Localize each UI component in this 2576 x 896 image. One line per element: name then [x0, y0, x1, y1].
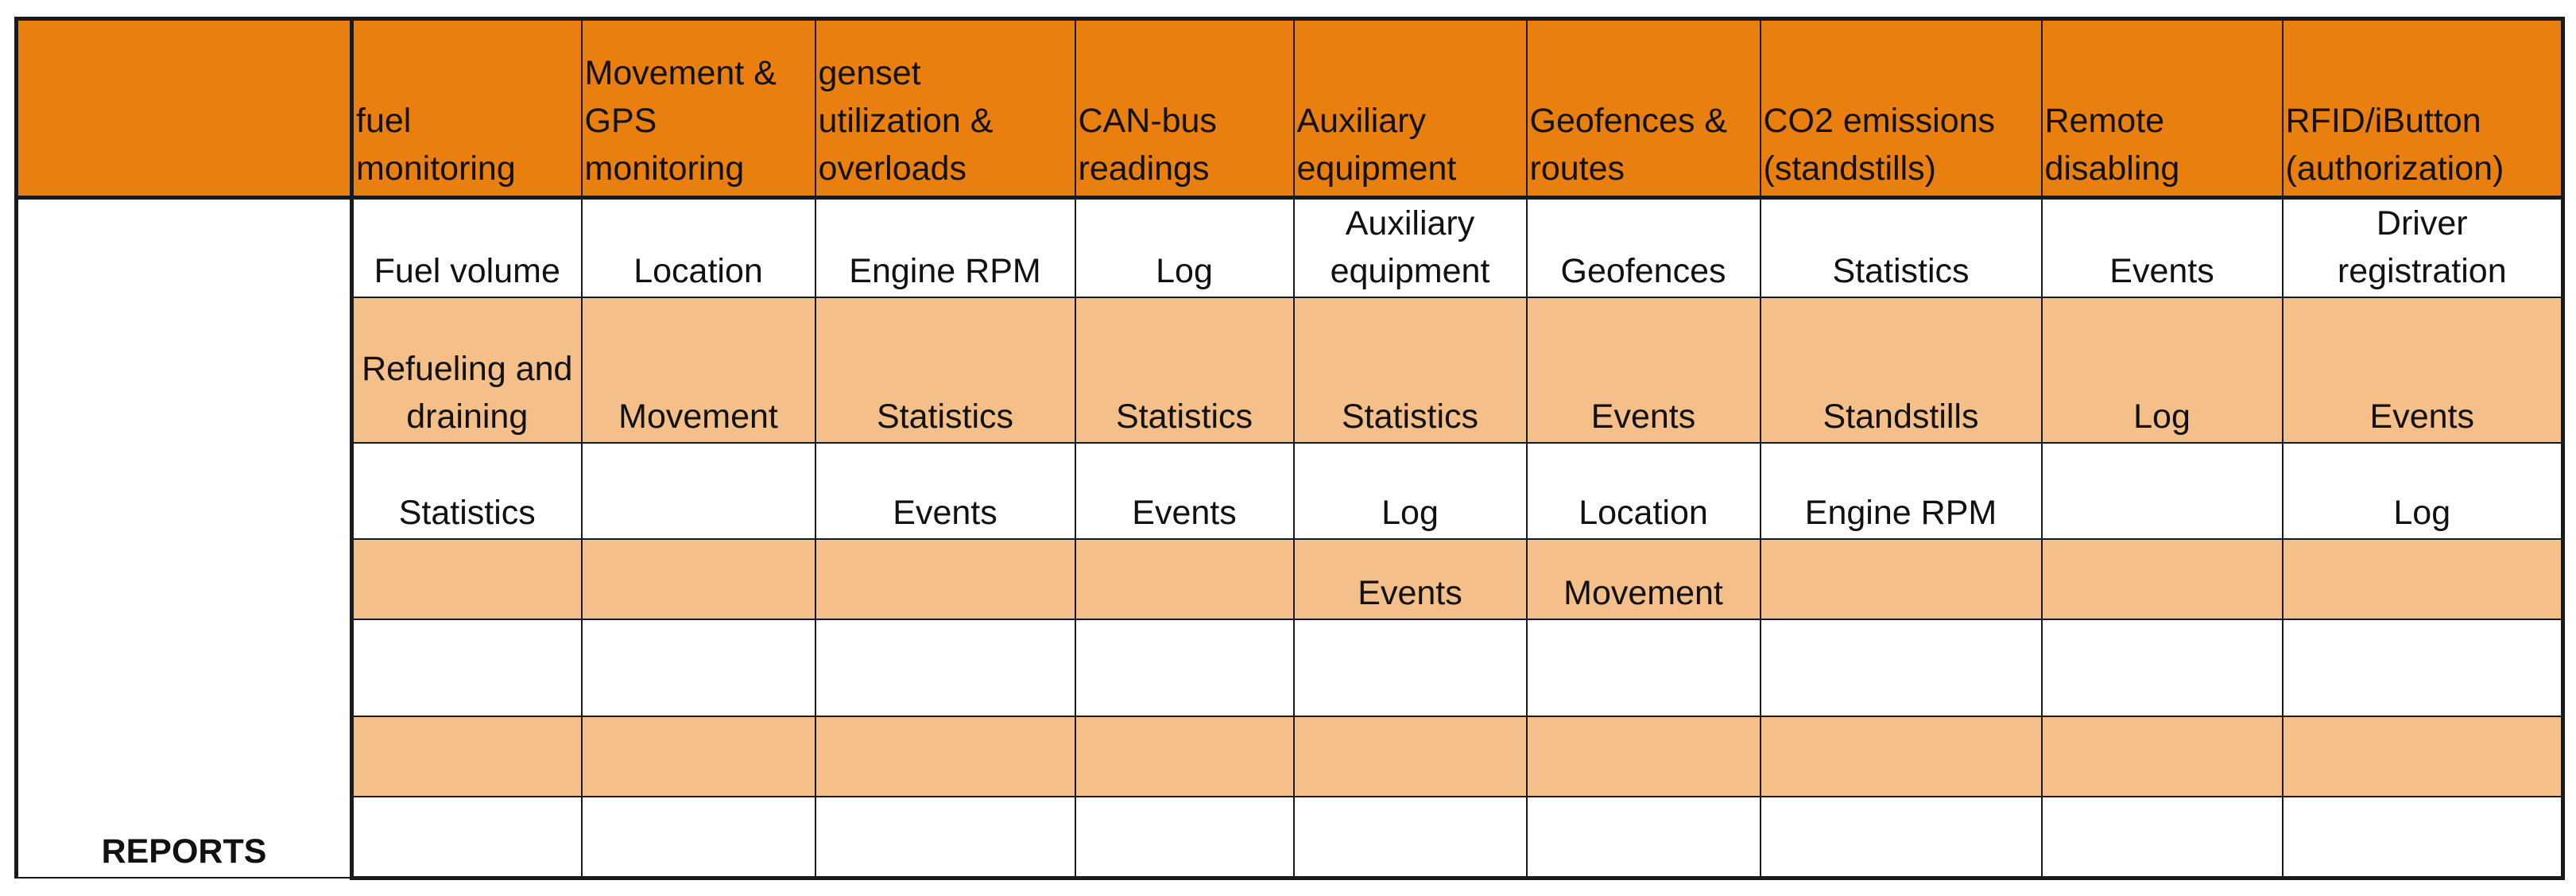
table-cell	[1075, 443, 1294, 539]
cell-text: Movement	[618, 398, 778, 436]
table-cell	[582, 797, 815, 878]
cell-text: registration	[2337, 252, 2507, 290]
table-cell	[1294, 716, 1527, 797]
table-cell	[582, 716, 815, 797]
table-cell	[815, 297, 1075, 443]
cell-text: Auxiliary	[1345, 204, 1475, 242]
table-cell	[2283, 619, 2563, 716]
cell-text: Statistics	[1341, 398, 1479, 436]
cell-text: Events	[2369, 398, 2474, 436]
column-header-line: GPS	[584, 102, 657, 140]
table-cell	[815, 443, 1075, 539]
table-cell	[1761, 716, 2042, 797]
table-cell	[815, 539, 1075, 619]
table-cell	[1294, 619, 1527, 716]
column-header-line: Geofences &	[1529, 102, 1728, 140]
table-cell	[2042, 539, 2283, 619]
table-cell	[2042, 198, 2283, 298]
cell-text: Log	[1381, 494, 1439, 532]
table-cell	[2042, 716, 2283, 797]
table-cell	[1761, 797, 2042, 878]
column-header-line: Remote	[2044, 102, 2165, 140]
column-header	[352, 19, 582, 198]
header-corner-cell	[17, 19, 352, 198]
column-header	[2283, 19, 2563, 198]
cell-text: Statistics	[876, 398, 1014, 436]
table-cell	[1761, 198, 2042, 298]
column-header-line: fuel	[356, 102, 412, 140]
column-header-line: RFID/iButton	[2285, 102, 2481, 140]
table-cell	[582, 443, 815, 539]
column-header-line: CO2 emissions	[1763, 102, 1996, 140]
cell-text: Location	[633, 252, 763, 290]
cell-text: equipment	[1330, 252, 1490, 290]
column-header-line: (authorization)	[2285, 149, 2504, 188]
table-cell	[352, 539, 582, 619]
table-cell	[582, 297, 815, 443]
column-header-line: Auxiliary	[1296, 102, 1426, 140]
table-cell	[2283, 443, 2563, 539]
reports-label: REPORTS	[17, 198, 352, 879]
column-header	[1527, 19, 1761, 198]
cell-text: draining	[406, 398, 529, 436]
table-cell	[1527, 797, 1761, 878]
table-cell	[1527, 443, 1761, 539]
cell-text: Fuel volume	[374, 252, 560, 290]
cell-text: Engine RPM	[849, 252, 1041, 290]
cell-text: Standstills	[1823, 398, 1979, 436]
table-cell	[1294, 797, 1527, 878]
cell-text: Statistics	[1832, 252, 1970, 290]
cell-text: Driver	[2376, 204, 2468, 242]
reports-table	[14, 17, 2565, 880]
table-cell	[815, 716, 1075, 797]
table-row	[17, 297, 2563, 443]
table-cell	[2283, 297, 2563, 443]
cell-text: Movement	[1563, 574, 1723, 612]
cell-text: Events	[1358, 574, 1462, 612]
column-header	[815, 19, 1075, 198]
table-cell	[2042, 443, 2283, 539]
table-cell	[1075, 198, 1294, 298]
column-header-line: monitoring	[356, 149, 516, 188]
table-cell	[582, 619, 815, 716]
column-header	[2042, 19, 2283, 198]
table-cell	[1294, 198, 1527, 298]
table-row	[17, 619, 2563, 716]
table-cell	[352, 297, 582, 443]
cell-text: Events	[1590, 398, 1696, 436]
cell-text: Statistics	[1115, 398, 1253, 436]
table-cell	[1527, 539, 1761, 619]
table-cell	[1294, 297, 1527, 443]
column-header-line: utilization &	[818, 102, 994, 140]
table-cell	[1761, 619, 2042, 716]
cell-text: Refueling and	[362, 350, 573, 388]
cell-text: Events	[1132, 494, 1237, 532]
cell-text: Log	[2393, 494, 2451, 532]
table-cell	[352, 198, 582, 298]
cell-text: Log	[2133, 398, 2191, 436]
column-header-line: overloads	[818, 149, 966, 188]
table-cell	[1761, 297, 2042, 443]
column-header-line: Movement &	[584, 54, 777, 92]
column-header-line: disabling	[2044, 149, 2180, 188]
table-cell	[1761, 539, 2042, 619]
table-cell	[2042, 297, 2283, 443]
cell-text: Engine RPM	[1804, 494, 1997, 532]
table-row	[17, 539, 2563, 619]
table-cell	[582, 539, 815, 619]
table-cell	[1527, 297, 1761, 443]
table-row	[17, 198, 2563, 298]
table-cell	[352, 716, 582, 797]
table-cell	[2283, 797, 2563, 878]
table-cell	[582, 198, 815, 298]
table-cell	[1075, 539, 1294, 619]
column-header	[1075, 19, 1294, 198]
cell-text: Geofences	[1560, 252, 1726, 290]
column-header-line: genset	[818, 54, 921, 92]
column-header	[1294, 19, 1527, 198]
table-cell	[815, 797, 1075, 878]
table-cell	[352, 443, 582, 539]
table-cell	[1294, 539, 1527, 619]
cell-text: Events	[893, 494, 997, 532]
table-row	[17, 716, 2563, 797]
column-header	[1761, 19, 2042, 198]
table-cell	[2283, 716, 2563, 797]
table-row	[17, 443, 2563, 539]
column-header-line: readings	[1078, 149, 1210, 188]
table-cell	[1075, 619, 1294, 716]
table-cell	[815, 619, 1075, 716]
table-cell	[2283, 198, 2563, 298]
column-header	[582, 19, 815, 198]
table-cell	[1527, 716, 1761, 797]
table-cell	[352, 797, 582, 878]
column-header-line: monitoring	[584, 149, 745, 188]
header-row	[17, 19, 2563, 198]
table-cell	[1075, 797, 1294, 878]
table-cell	[2042, 619, 2283, 716]
table-cell	[815, 198, 1075, 298]
table-cell	[352, 619, 582, 716]
table-cell	[1527, 619, 1761, 716]
table-cell	[1294, 443, 1527, 539]
cell-text: Location	[1579, 494, 1708, 532]
table-cell	[1075, 716, 1294, 797]
column-header-line: equipment	[1296, 149, 1457, 188]
table-row	[17, 797, 2563, 878]
column-header-line: CAN-bus	[1078, 102, 1217, 140]
table-cell	[2283, 539, 2563, 619]
column-header-line: routes	[1529, 149, 1625, 188]
table-cell	[1527, 198, 1761, 298]
cell-text: Log	[1156, 252, 1213, 290]
table-cell	[1075, 297, 1294, 443]
cell-text: Statistics	[398, 494, 536, 532]
table-cell	[1761, 443, 2042, 539]
column-header-line: (standstills)	[1763, 149, 1936, 188]
cell-text: Events	[2109, 252, 2214, 290]
table-cell	[2042, 797, 2283, 878]
